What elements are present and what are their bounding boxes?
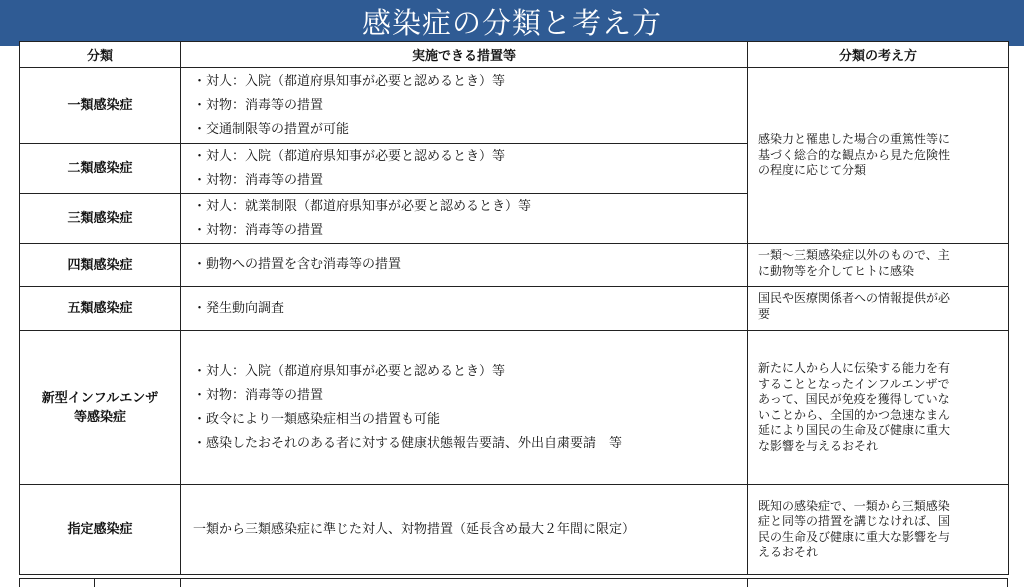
category-line: 新型インフルエンザ [41, 390, 159, 406]
header-category: 分類 [20, 42, 181, 68]
measures-designated [181, 485, 748, 575]
header-measures: 実施できる措置等 [181, 42, 748, 68]
category-class1: 一類感染症 [20, 68, 181, 144]
page-title: 感染症の分類と考え方 [361, 6, 662, 40]
table-continuation [19, 578, 1008, 587]
table-row-designated [20, 485, 1009, 575]
concept-line: 国民や医療関係者への情報提供が必 [758, 291, 951, 305]
measure-item: ・対人：入院（都道府県知事が必要と認めるとき）等 [193, 363, 506, 379]
concept-line: 要 [758, 306, 771, 321]
concept-line: 民の生命及び健康に重大な影響を与 [758, 529, 951, 544]
category-class2: 二類感染症 [20, 144, 181, 194]
concept-designated [748, 485, 1009, 575]
concept-class1-3 [748, 68, 1009, 244]
table-header-row [20, 42, 1009, 68]
concept-line: 延により国民の生命及び健康に重大 [758, 423, 951, 437]
measures-class5 [181, 287, 748, 331]
concept-line: あって、国民が免疫を獲得していな [758, 392, 950, 406]
measure-item: 一類から三類感染症に準じた対人、対物措置（延長含め最大２年間に限定） [193, 521, 636, 537]
measure-item: ・対人：入院（都道府県知事が必要と認めるとき）等 [193, 73, 506, 89]
concept-line: 既知の感染症で、一類から三類感染 [758, 498, 950, 513]
concept-line: いことから、全国的かつ急速なまん [758, 407, 951, 422]
measure-item: ・動物への措置を含む消毒等の措置 [193, 257, 402, 272]
category-influenza [20, 331, 181, 485]
category-designated: 指定感染症 [20, 485, 181, 575]
measure-item: ・対物：消毒等の措置 [193, 387, 324, 403]
measures-class4 [181, 244, 748, 287]
divider [747, 579, 748, 587]
measure-item: ・対人：入院（都道府県知事が必要と認めるとき）等 [193, 148, 506, 164]
table-row-influenza [20, 331, 1009, 485]
concept-line: 新たに人から人に伝染する能力を有 [758, 361, 951, 375]
table-row-class1 [20, 68, 1009, 144]
category-class3: 三類感染症 [20, 194, 181, 244]
concept-line: 感染力と罹患した場合の重篤性等に [758, 132, 951, 147]
concept-line: に動物等を介してヒトに感染 [758, 263, 915, 278]
concept-class5 [748, 287, 1009, 331]
divider [180, 579, 181, 587]
category-class5: 五類感染症 [20, 287, 181, 331]
category-class4: 四類感染症 [20, 244, 181, 287]
table-row-class5 [20, 287, 1009, 331]
measures-influenza [181, 331, 748, 485]
measure-item: ・対物：消毒等の措置 [193, 222, 324, 238]
header-concept: 分類の考え方 [748, 42, 1009, 68]
category-line: 等感染症 [73, 409, 126, 425]
measures-class3 [181, 194, 748, 244]
concept-line: えるおそれ [758, 545, 819, 559]
concept-line: な影響を与えるおそれ [758, 438, 879, 453]
measures-class2 [181, 144, 748, 194]
measures-class1 [181, 68, 748, 144]
measure-item: ・対物：消毒等の措置 [193, 97, 324, 113]
measure-item: ・対物：消毒等の措置 [193, 172, 324, 188]
concept-line: することとなったインフルエンザで [758, 376, 950, 391]
table-row-class4 [20, 244, 1009, 287]
classification-table [19, 41, 1009, 575]
measure-item: ・感染したおそれのある者に対する健康状態報告要請、外出自粛要請 等 [193, 435, 623, 451]
divider [94, 579, 95, 587]
concept-line: 基づく総合的な観点から見た危険性 [758, 147, 951, 162]
concept-line: 症と同等の措置を講じなければ、国 [758, 514, 951, 528]
measure-item: ・発生動向調査 [193, 300, 285, 316]
concept-class4 [748, 244, 1009, 287]
measure-item: ・交通制限等の措置が可能 [193, 121, 350, 137]
measure-item: ・対人：就業制限（都道府県知事が必要と認めるとき）等 [193, 198, 532, 214]
measure-item: ・政令により一類感染症相当の措置も可能 [193, 411, 441, 427]
concept-line: の程度に応じて分類 [758, 163, 867, 178]
concept-line: 一類～三類感染症以外のもので、主 [758, 248, 950, 262]
concept-influenza [748, 331, 1009, 485]
title-bar [0, 0, 1024, 46]
